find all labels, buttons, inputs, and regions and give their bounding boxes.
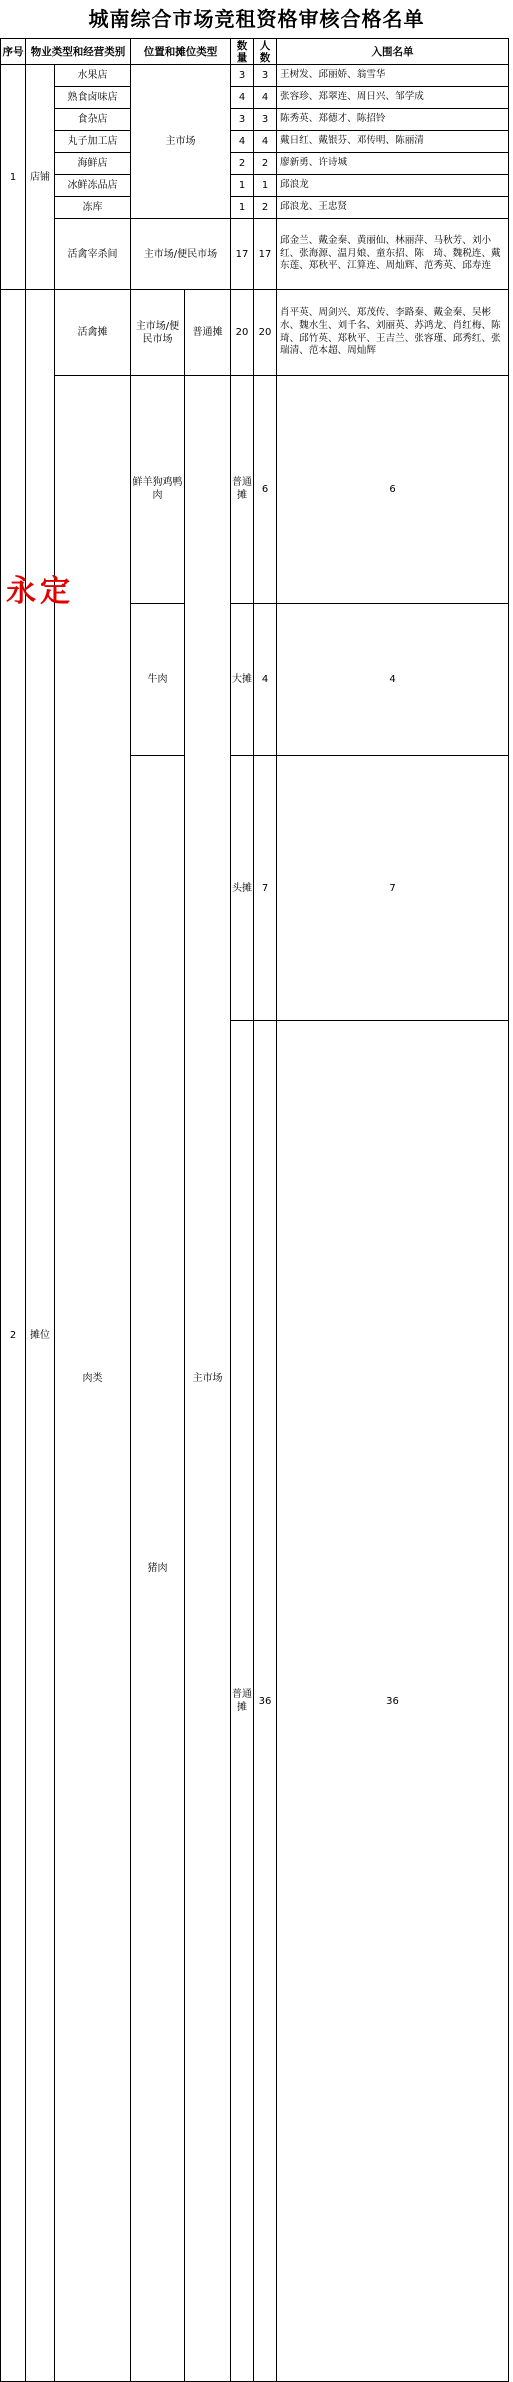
table-row <box>1 175 509 197</box>
stall-seq: 2 <box>1 290 26 2382</box>
stall-type-cell: 大摊 <box>231 603 254 755</box>
header-category: 物业类型和经营类别 <box>26 39 131 65</box>
quantity-cell: 17 <box>231 219 254 290</box>
table-row <box>1 109 509 131</box>
stall-type-cell: 普通摊 <box>231 376 254 604</box>
category-cell: 水果店 <box>55 65 131 87</box>
quantity-cell: 6 <box>254 376 277 604</box>
quantity-cell: 7 <box>254 755 277 1020</box>
table-row <box>1 153 509 175</box>
header-position: 位置和摊位类型 <box>131 39 231 65</box>
category-cell: 冻库 <box>55 197 131 219</box>
category-cell: 冰鲜冻品店 <box>55 175 131 197</box>
names-cell: 肖平英、周剑兴、郑茂传、李路秦、戴金秦、吴彬水、魏水生、刘千名、刘丽英、苏鸿龙、肖红梅、陈 琦、邱竹英、郑秋平、王吉兰、张容瑾、邱秀红、张瑞清、范本超、周灿辉 <box>277 290 509 376</box>
people-cell: 4 <box>254 87 277 109</box>
people-cell: 6 <box>277 376 509 604</box>
category-cell: 活禽宰杀间 <box>55 219 131 290</box>
people-cell: 1 <box>254 175 277 197</box>
shop-market: 主市场 <box>131 65 231 219</box>
position-cell: 主市场/便民市场 <box>131 219 231 290</box>
people-cell: 2 <box>254 197 277 219</box>
people-cell: 17 <box>254 219 277 290</box>
category-cell: 猪肉 <box>131 755 185 2382</box>
table-row <box>1 219 509 290</box>
quantity-cell: 36 <box>254 1021 277 2382</box>
names-cell: 邱浪龙、王忠贤 <box>277 197 509 219</box>
names-cell: 廖新勇、许诗城 <box>277 153 509 175</box>
category-cell: 活禽摊 <box>55 290 131 376</box>
table-row <box>1 131 509 153</box>
table-row <box>1 65 509 87</box>
names-cell: 戴日红、戴银芬、邓传明、陈丽清 <box>277 131 509 153</box>
meat-label: 肉类 <box>55 376 131 2382</box>
people-cell: 36 <box>277 1021 509 2382</box>
table-row <box>1 87 509 109</box>
category-cell: 丸子加工店 <box>55 131 131 153</box>
header-seq: 序号 <box>1 39 26 65</box>
category-cell: 牛肉 <box>131 603 185 755</box>
page-title: 城南综合市场竞租资格审核合格名单 <box>88 7 425 31</box>
header-people: 人数 <box>254 39 277 65</box>
table-row <box>1 376 509 604</box>
category-cell: 熟食卤味店 <box>55 87 131 109</box>
watermark-text: 永定 <box>6 574 74 609</box>
quantity-cell: 1 <box>231 197 254 219</box>
people-cell: 4 <box>277 603 509 755</box>
quantity-cell: 20 <box>231 290 254 376</box>
quantity-cell: 4 <box>231 87 254 109</box>
header-quantity: 数量 <box>231 39 254 65</box>
table-row <box>1 197 509 219</box>
category-cell: 海鲜店 <box>55 153 131 175</box>
people-cell: 3 <box>254 65 277 87</box>
quantity-cell: 3 <box>231 109 254 131</box>
category-cell: 食杂店 <box>55 109 131 131</box>
names-cell: 邱浪龙 <box>277 175 509 197</box>
quantity-cell: 2 <box>231 153 254 175</box>
people-cell: 7 <box>277 755 509 1020</box>
names-cell: 王树发、邱丽娇、翁雪华 <box>277 65 509 87</box>
names-cell: 陈秀英、郑德才、陈招铃 <box>277 109 509 131</box>
shop-type: 店铺 <box>26 65 55 290</box>
stall-market: 主市场 <box>185 376 231 2382</box>
people-cell: 4 <box>254 131 277 153</box>
table-row <box>1 290 509 376</box>
stall-type: 摊位 <box>26 290 55 2382</box>
shop-seq: 1 <box>1 65 26 290</box>
people-cell: 20 <box>254 290 277 376</box>
quantity-cell: 1 <box>231 175 254 197</box>
quantity-cell: 3 <box>231 65 254 87</box>
names-cell: 邱金兰、戴金秦、黄丽仙、林丽萍、马秋芳、刘小红、张海源、温月娘、童东招、陈 琦、魏税连、戴东莲、郑秋平、江算连、周灿辉、范秀英、邱寿连 <box>277 219 509 290</box>
category-cell: 鲜羊狗鸡鸭肉 <box>131 376 185 604</box>
stall-type-cell: 普通摊 <box>231 1021 254 2382</box>
qualification-table <box>0 38 509 2382</box>
position-cell: 主市场/便民市场 <box>131 290 185 376</box>
header-row <box>1 39 509 65</box>
stall-type-cell: 头摊 <box>231 755 254 1020</box>
names-cell: 张容珍、郑翠连、周日兴、邹学成 <box>277 87 509 109</box>
quantity-cell: 4 <box>254 603 277 755</box>
header-names: 入围名单 <box>277 39 509 65</box>
people-cell: 3 <box>254 109 277 131</box>
people-cell: 2 <box>254 153 277 175</box>
stall-type-cell: 普通摊 <box>185 290 231 376</box>
quantity-cell: 4 <box>231 131 254 153</box>
